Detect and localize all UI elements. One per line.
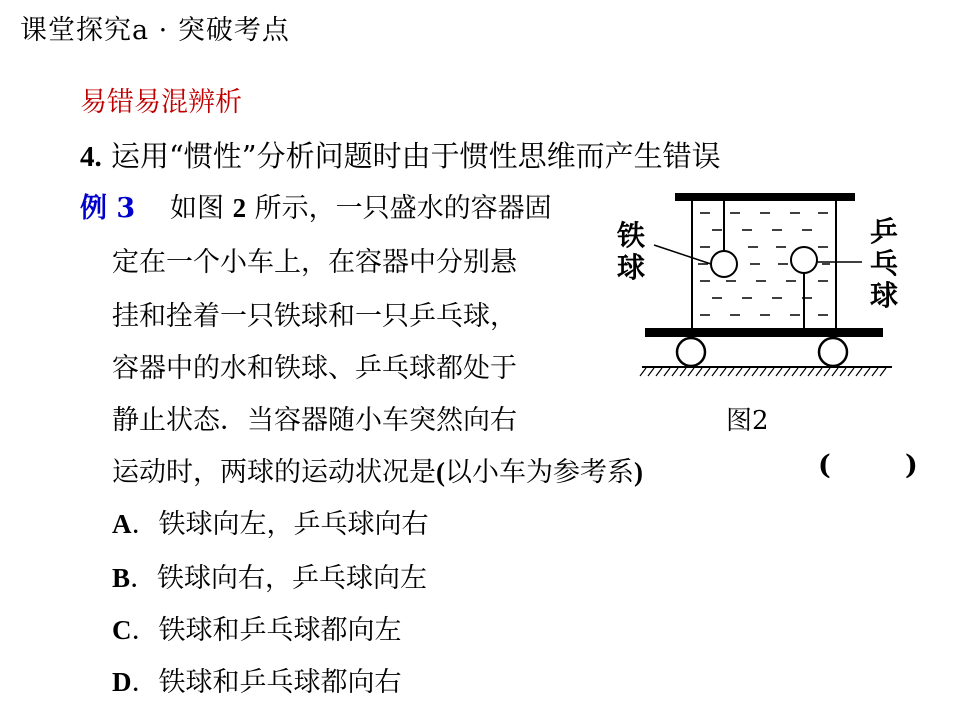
label-char: 球 [870, 279, 899, 312]
hatch-mark [872, 368, 878, 376]
question-line [112, 450, 643, 489]
option-text: ．铁球和乒乓球都向左 [131, 615, 402, 646]
hatch-mark [664, 368, 670, 376]
hatch-mark [728, 368, 734, 376]
option-letter: C [112, 615, 132, 645]
iron-label-leader [654, 245, 711, 264]
answer-paren-close: ) [905, 450, 918, 481]
cart-wheel-right [819, 338, 847, 366]
hatch-mark [736, 368, 742, 376]
hatch-mark [800, 368, 806, 376]
option-letter: D [112, 667, 132, 697]
option-text: ．铁球向左，乒乓球向右 [131, 509, 429, 540]
text-run: 运动时，两球的运动状况是 [112, 457, 436, 488]
option-d[interactable] [112, 660, 402, 699]
hatch-mark [832, 368, 838, 376]
text-run: ( [436, 457, 445, 487]
hatch-mark [696, 368, 702, 376]
cart-wheel-left [677, 338, 705, 366]
cart-diagram [600, 180, 900, 390]
example-tag: 例 3 [80, 193, 136, 224]
hatch-mark [768, 368, 774, 376]
text-run: 2 [232, 193, 247, 223]
answer-paren-open: ( [818, 450, 831, 481]
figure-caption: 图2 [726, 406, 769, 436]
text-run: ) [634, 457, 643, 487]
option-text: ．铁球和乒乓球都向右 [131, 667, 402, 698]
hatch-mark [864, 368, 870, 376]
hatch-mark [752, 368, 758, 376]
point-heading [80, 134, 721, 175]
hatch-mark [760, 368, 766, 376]
hatch-mark [784, 368, 790, 376]
question-line: 静止状态．当容器随小车突然向右 [112, 405, 517, 436]
section-title: 易错易混辨析 [80, 87, 242, 118]
hatch-mark [824, 368, 830, 376]
option-letter: B [112, 563, 131, 593]
hatch-mark [648, 368, 654, 376]
ping-pong-ball [791, 247, 817, 273]
text-run: 所示，一只盛水的容器固 [246, 193, 552, 224]
option-letter: A [112, 509, 132, 539]
label-char: 铁 [617, 219, 646, 252]
hatch-mark [776, 368, 782, 376]
hatch-mark [744, 368, 750, 376]
container-lid [675, 193, 855, 201]
cart-platform [645, 328, 883, 337]
hatch-mark [720, 368, 726, 376]
figure-cart-container [600, 180, 900, 390]
option-b[interactable] [112, 556, 427, 595]
hatch-mark [792, 368, 798, 376]
text-run: 以小车为参考系 [445, 457, 634, 488]
iron-ball [711, 251, 737, 277]
label-char: 乓 [870, 247, 899, 280]
option-text: ．铁球向右，乒乓球向左 [130, 563, 428, 594]
option-a[interactable] [112, 502, 429, 541]
option-c[interactable] [112, 608, 402, 647]
hatch-mark [856, 368, 862, 376]
point-text: 运用“惯性”分析问题时由于惯性思维而产生错误 [101, 139, 721, 173]
question-line: 容器中的水和铁球、乒乓球都处于 [112, 353, 517, 384]
question-line: 定在一个小车上，在容器中分别悬 [112, 247, 517, 278]
hatch-mark [656, 368, 662, 376]
hatch-mark [840, 368, 846, 376]
hatch-mark [816, 368, 822, 376]
slide-header: 课堂探究a · 突破考点 [20, 15, 290, 46]
hatch-mark [712, 368, 718, 376]
question-line [170, 186, 552, 225]
hatch-mark [848, 368, 854, 376]
hatch-mark [680, 368, 686, 376]
text-run: 如图 [170, 193, 233, 224]
hatch-mark [808, 368, 814, 376]
label-char: 乒 [870, 215, 899, 248]
hatch-mark [640, 368, 646, 376]
question-line: 挂和拴着一只铁球和一只乒乓球， [112, 301, 517, 332]
label-char: 球 [617, 251, 646, 284]
point-number: 4. [80, 141, 102, 173]
hatch-mark [880, 368, 886, 376]
ground-hatching [640, 368, 886, 376]
pingpong-ball-label [870, 216, 898, 312]
hatch-mark [704, 368, 710, 376]
hatch-mark [672, 368, 678, 376]
hatch-mark [688, 368, 694, 376]
iron-ball-label [617, 220, 645, 284]
